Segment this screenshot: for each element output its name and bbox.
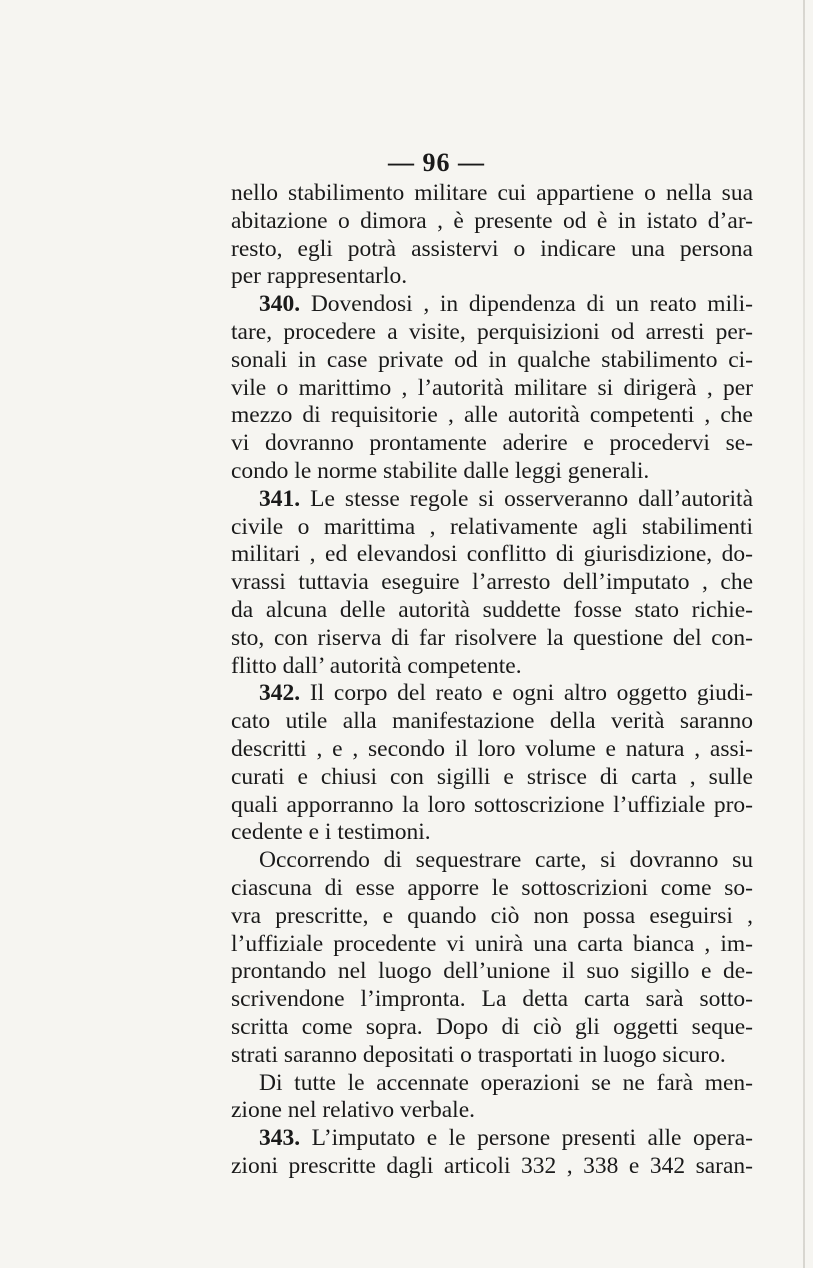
text-line <box>231 458 753 486</box>
text-line <box>231 347 753 375</box>
article-number: 340. <box>259 291 301 318</box>
line-text: sonali in case private od in qualche stabilimento ci- <box>231 346 753 373</box>
line-text: Dovendosi , in dipendenza di un reato mili- <box>310 291 754 318</box>
line-text: sto, con riserva di far risolvere la questione del con- <box>231 624 753 651</box>
text-line <box>231 375 753 403</box>
line-text: mezzo di requisitorie , alle autorità competenti , che <box>231 402 753 429</box>
paragraph-art-343 <box>231 1125 753 1181</box>
text-line <box>231 931 753 959</box>
text-line <box>231 180 753 208</box>
text-line <box>231 236 753 264</box>
paragraph-p-continuation <box>231 180 753 291</box>
line-text: zioni prescritte dagli articoli 332 , 338 e 342 saran- <box>231 1152 753 1179</box>
line-text: da alcuna delle autorità suddette fosse stato richie- <box>231 596 753 623</box>
line-text: abitazione o dimora , è presente od è in istato d’ar- <box>231 207 753 234</box>
text-line <box>231 514 753 542</box>
paragraph-art-342 <box>231 680 753 847</box>
line-text: vra prescritte, e quando ciò non possa eseguirsi , <box>231 902 753 929</box>
line-text: prontando nel luogo dell’unione il suo sigillo e de- <box>231 958 753 985</box>
text-line <box>231 1097 753 1125</box>
paragraph-p-occorrendo <box>231 847 753 1069</box>
text-line <box>231 263 753 291</box>
text-line <box>231 1153 753 1181</box>
text-line <box>231 958 753 986</box>
line-text: per rappresentarlo. <box>231 263 408 290</box>
line-text: curati e chiusi con sigilli e strisce di carta , sulle <box>231 763 753 790</box>
text-line <box>231 903 753 931</box>
line-text: Le stesse regole si osserveranno dall’autorità <box>310 485 754 512</box>
text-line <box>231 1042 753 1070</box>
text-line <box>231 291 753 319</box>
text-line <box>231 402 753 430</box>
line-text: L’imputato e le persone presenti alle opera- <box>311 1125 753 1152</box>
line-text: strati saranno depositati o trasportati in luogo sicuro. <box>231 1041 726 1068</box>
paragraph-p-di-tutte <box>231 1070 753 1126</box>
text-line <box>231 625 753 653</box>
text-line <box>231 653 753 681</box>
body-text <box>231 180 753 1181</box>
line-text: resto, egli potrà assistervi o indicare una persona <box>231 235 753 262</box>
paragraph-art-341 <box>231 486 753 681</box>
line-text: vi dovranno prontamente aderire e procedervi se- <box>231 430 753 457</box>
page-edge <box>803 0 805 1268</box>
text-line <box>231 680 753 708</box>
line-text: Di tutte le accennate operazioni se ne farà men- <box>259 1069 753 1096</box>
text-line <box>231 208 753 236</box>
page-number: — 96 — <box>388 148 485 177</box>
text-line <box>231 847 753 875</box>
line-text: cato utile alla manifestazione della verità saranno <box>231 708 753 735</box>
line-text: civile o marittima , relativamente agli stabilimenti <box>231 513 753 540</box>
line-text: militari , ed elevandosi conflitto di giurisdizione, do- <box>231 541 753 568</box>
paragraph-art-340 <box>231 291 753 486</box>
line-text: scrivendone l’impronta. La detta carta sarà sotto- <box>231 986 753 1013</box>
line-text: cedente e i testimoni. <box>231 819 431 846</box>
text-line <box>231 1014 753 1042</box>
text-line <box>231 764 753 792</box>
text-line <box>231 1070 753 1098</box>
text-line <box>231 736 753 764</box>
line-text: condo le norme stabilite dalle leggi generali. <box>231 457 650 484</box>
text-line <box>231 319 753 347</box>
text-line <box>231 541 753 569</box>
line-text: descritti , e , secondo il loro volume e natura , assi- <box>231 735 753 762</box>
line-text: vrassi tuttavia eseguire l’arresto dell’imputato , che <box>231 569 753 596</box>
line-text: zione nel relativo verbale. <box>231 1097 476 1124</box>
line-text: Occorrendo di sequestrare carte, si dovranno su <box>259 847 753 874</box>
line-text: vile o marittimo , l’autorità militare si dirigerà , per <box>231 374 753 401</box>
line-text: ciascuna di esse apporre le sottoscrizioni come so- <box>231 874 753 901</box>
article-number: 342. <box>259 680 301 707</box>
line-text: tare, procedere a visite, perquisizioni od arresti per- <box>231 318 753 345</box>
text-line <box>231 708 753 736</box>
line-text: scritta come sopra. Dopo di ciò gli oggetti seque- <box>231 1013 753 1040</box>
text-line <box>231 569 753 597</box>
line-text: l’uffiziale procedente vi unirà una carta bianca , im- <box>231 930 753 957</box>
text-line <box>231 1125 753 1153</box>
text-line <box>231 875 753 903</box>
line-text: Il corpo del reato e ogni altro oggetto giudi- <box>309 680 753 707</box>
text-line <box>231 597 753 625</box>
line-text: flitto dall’ autorità competente. <box>231 652 522 679</box>
text-line <box>231 486 753 514</box>
article-number: 341. <box>259 485 301 512</box>
text-line <box>231 430 753 458</box>
line-text: nello stabilimento militare cui appartiene o nella sua <box>231 180 753 206</box>
article-number: 343. <box>259 1125 301 1152</box>
text-line <box>231 792 753 820</box>
text-line <box>231 819 753 847</box>
line-text: quali apporranno la loro sottoscrizione l’uffiziale pro- <box>231 791 753 818</box>
text-line <box>231 986 753 1014</box>
